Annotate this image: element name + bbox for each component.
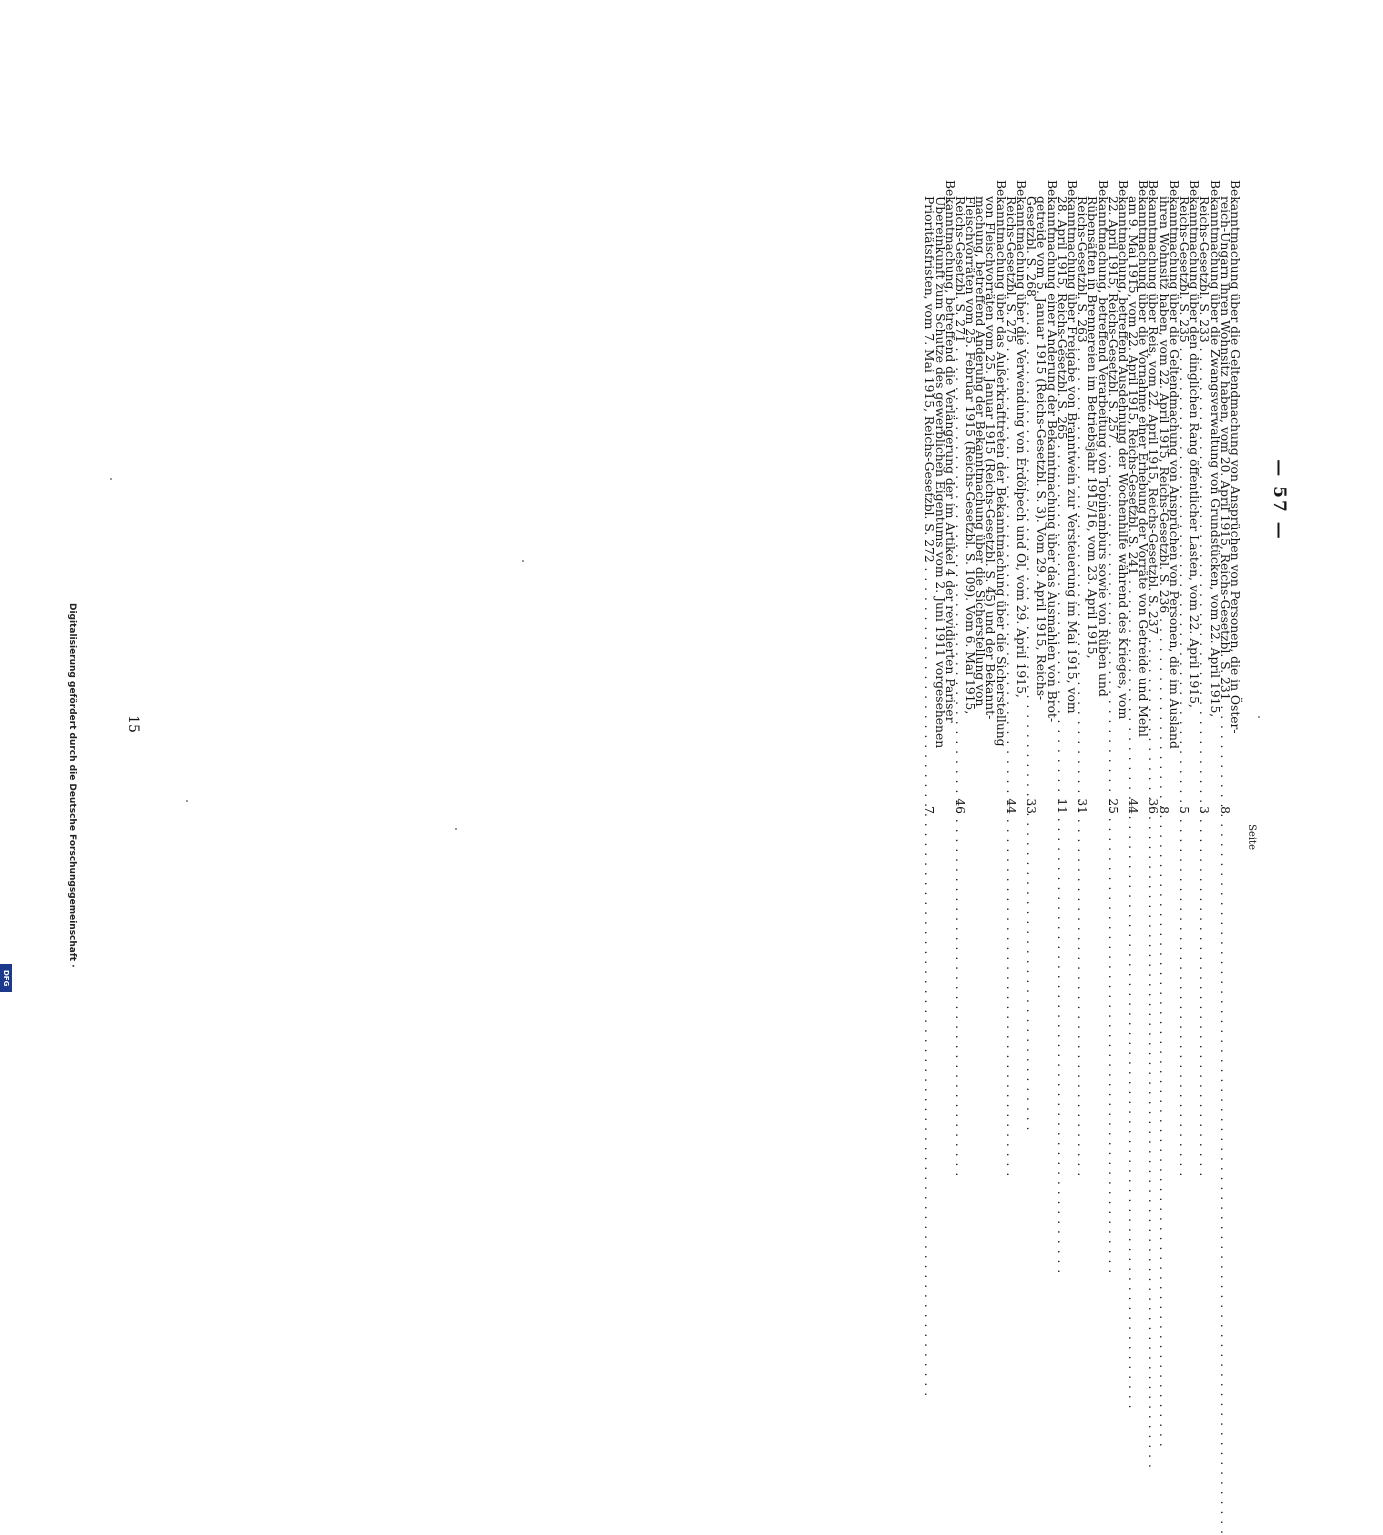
entry-line: Bekanntmachung über die Geltendmachung von Ansprüchen von Personen, die in Öster- — [1228, 180, 1242, 734]
scan-speck — [110, 478, 112, 480]
index-text-block — [922, 180, 1289, 850]
entry-line: Reichs-Gesetzbl. S. 263 . . . — [1077, 180, 1087, 780]
entry-page-number: 46 — [952, 798, 967, 814]
entry-line: Rübensäften in Brennereien im Betriebsjahr 1915/16, vom 23. April 1915, — [1085, 196, 1100, 659]
entry-line: 28. April 1915, Reichs-Gesetzbl. S. 265 . . . — [1057, 180, 1067, 780]
digitization-credit: Digitalisierung gefördert durch die Deutsche Forschungsgemeinschaft · — [67, 603, 77, 968]
rotated-text-region — [580, 180, 1289, 850]
entry-page-number: 44 — [1126, 798, 1141, 814]
entry-line: Bekanntmachung, betreffend Ausdehnung der Wochenhilfe während des Krieges, vom — [1115, 180, 1130, 720]
entry-line: Bekanntmachung über die Vornahme einer Erhebung der Vorräte von Getreide und Mehl — [1136, 180, 1151, 737]
scan-speck — [455, 828, 457, 830]
entry-line: Bekanntmachung einer Änderung der Bekanntmachung über das Ausmahlen von Brot- — [1044, 180, 1059, 723]
index-entry — [922, 180, 957, 814]
scan-speck — [1258, 716, 1260, 718]
index-entry — [1054, 180, 1079, 814]
entry-page-number: 44 — [1003, 798, 1018, 814]
entry-list — [924, 180, 1240, 820]
entry-page-number: 33 — [1024, 798, 1039, 814]
index-entry — [1156, 180, 1181, 814]
entry-line: Bekanntmachung über die Verwendung von Erdölpech und Öl, vom 29. April 1915, — [1014, 180, 1029, 698]
entry-line: Bekanntmachung über die Zwangsverwaltung von Grundstücken, vom 22. April 1915, — [1207, 180, 1222, 718]
entry-line: Reichs-Gesetzbl. S. 233 . . . — [1199, 180, 1209, 780]
entry-line: reich-Ungarn ihren Wohnsitz haben, vom 20. April 1915, Reichs-Gesetzbl. S. 231 . . . — [1220, 180, 1230, 780]
index-entry — [1177, 180, 1202, 814]
entry-page-number: 11 — [1054, 798, 1069, 814]
entry-page-number: 7 — [922, 806, 937, 814]
entry-line: Bekanntmachung, betreffend die Verlängerung der im Artikel 4 der revidierten Pariser — [942, 180, 957, 723]
index-entry — [1126, 180, 1151, 814]
index-entry — [952, 180, 1008, 814]
entry-line: Gesetzbl. S. 268 . . . — [1026, 180, 1036, 780]
entry-line: getreide vom 5. Januar 1915 (Reichs-Gesetzbl. S. 3). Vom 29. April 1915, Reichs- — [1034, 196, 1049, 701]
entry-line: Reichs-Gesetzbl. S. 275 . . . — [1006, 180, 1016, 780]
entry-line: Bekanntmachung, betreffend Verarbeitung von Topinamburs sowie von Rüben und — [1095, 180, 1110, 697]
index-entry — [1024, 180, 1059, 814]
entry-line: Prioritätsfristen, vom 7. Mai 1915, Reichs-Gesetzbl. S. 272 . . . — [924, 180, 934, 780]
entry-line: machung, betreffend Änderung der Bekanntmachung über die Sicherstellung von — [973, 196, 988, 707]
entry-line: 22. April 1915, Reichs-Gesetzbl. S. 257 . . . — [1108, 180, 1118, 780]
entry-line: ihren Wohnsitz haben, vom 22. April 1915, Reichs-Gesetzbl. S. 236 . . . — [1159, 180, 1169, 780]
entry-line: Bekanntmachung über Freigabe von Branntwein zur Versteuerung im Mai 1915, vom — [1065, 180, 1079, 714]
entry-line: Reichs-Gesetzbl. S. 271 . . . — [955, 180, 965, 780]
dfg-logo-icon: DFG — [0, 964, 12, 992]
entry-line: Fleischvorräten vom 25. Februar 1915 (Reichs-Gesetzbl. S. 109). Vom 6. Mai 1915, — [963, 196, 978, 715]
entry-page-number: 36 — [1146, 798, 1161, 814]
entry-page-number: 8 — [1156, 806, 1171, 814]
index-entry — [1217, 180, 1242, 814]
entry-line: Bekanntmachung über das Außerkrafttreten der Bekanntmachung über die Sicherstellung — [993, 180, 1008, 747]
entry-line: Bekanntmachung über den dinglichen Rang öffentlicher Lasten, vom 22. April 1915, — [1187, 180, 1202, 708]
entry-line: am 9. Mai 1915, vom 22. April 1915, Reichs-Gesetzbl. S. 241 . . . — [1128, 180, 1138, 780]
column-header-seite: Seite — [1246, 824, 1257, 850]
entry-page-number: 3 — [1197, 806, 1212, 814]
entry-page-number: 8 — [1217, 806, 1232, 814]
entry-line: von Fleischvorräten vom 25. Januar 1915 (Reichs-Gesetzbl. S. 45) und der Bekannt- — [983, 196, 998, 720]
scan-speck — [186, 800, 188, 802]
index-entry — [1197, 180, 1222, 814]
footer-page-number: 15 — [124, 715, 141, 733]
entry-page-number: 25 — [1105, 798, 1120, 814]
entry-line: Bekanntmachung über die Geltendmachung von Ansprüchen von Personen, die im Ausland — [1166, 180, 1181, 749]
entry-line: Übereinkunft zum Schutze des gewerblichen Eigentums vom 2. Juni 1911 vorgesehenen — [932, 196, 947, 749]
index-entry — [1105, 180, 1130, 814]
entry-line: Reichs-Gesetzbl. S. 235 . . . — [1179, 180, 1189, 780]
entry-line: Bekanntmachung über Reis, vom 22. April 1915, Reichs-Gesetzbl. S. 237 . . . — [1148, 180, 1158, 780]
entry-page-number: 31 — [1075, 798, 1090, 814]
index-entry — [1075, 180, 1110, 814]
page-number-header: — 57 — — [1269, 459, 1289, 541]
entry-page-number: 5 — [1177, 806, 1192, 814]
index-entry — [1003, 180, 1029, 814]
scan-speck — [522, 560, 524, 562]
